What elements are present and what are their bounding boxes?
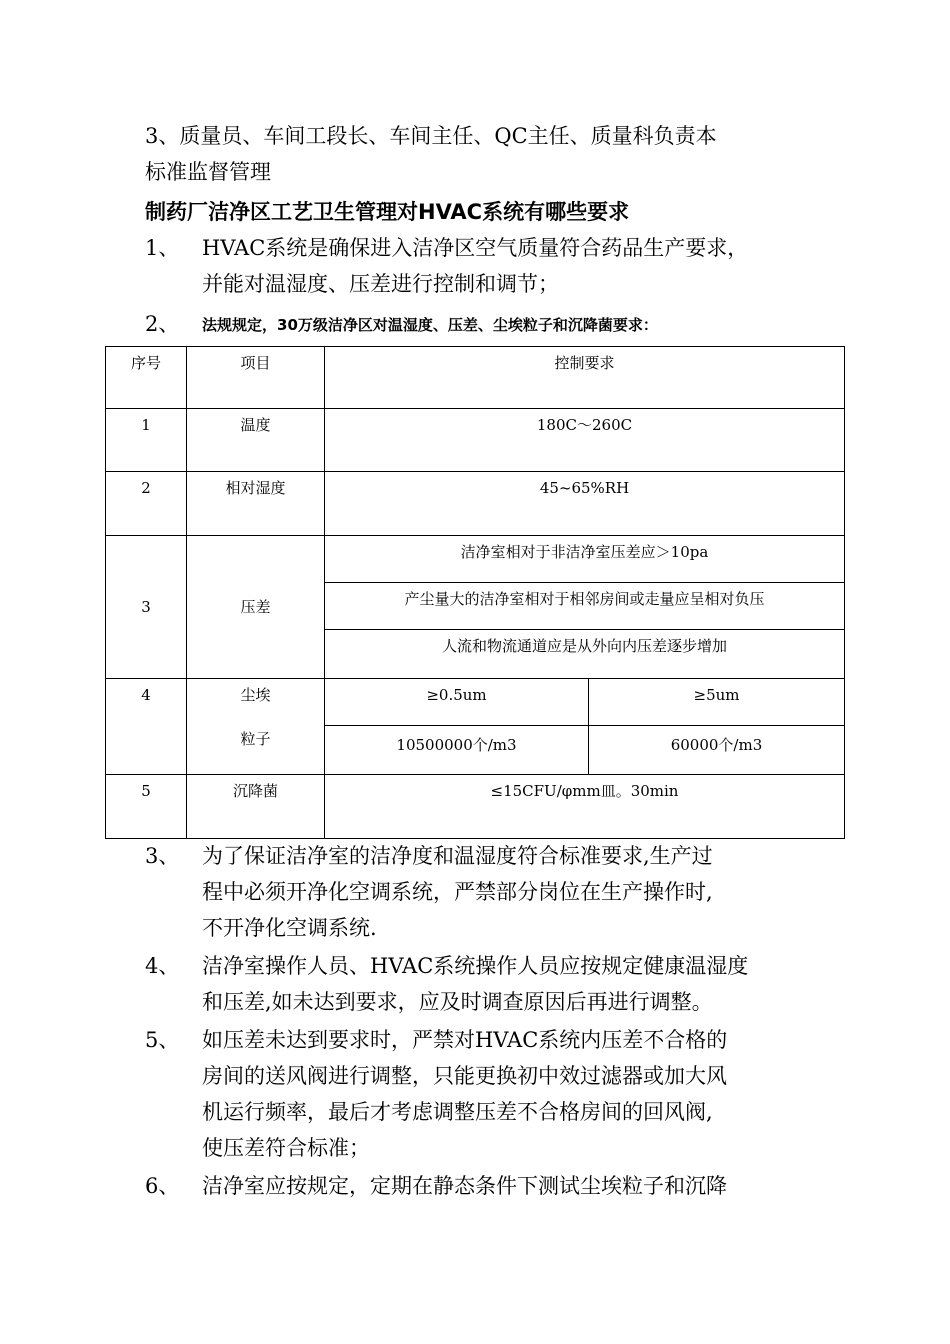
item-3-line-2: 程中必须开净化空调系统，严禁部分岗位在生产操作时, <box>202 880 713 904</box>
item-6-line-1: 洁净室应按规定，定期在静态条件下测试尘埃粒子和沉降 <box>202 1174 727 1198</box>
row-no: 5 <box>106 775 187 839</box>
particle-size-1: ≥0.5um <box>325 679 589 726</box>
particle-limit-2: 60000个/m3 <box>670 736 763 754</box>
row-item <box>187 679 325 775</box>
pressure-req-3: 人流和物流通道应是从外向内压差逐步增加 <box>441 637 727 655</box>
row-requirement-stack <box>325 536 845 679</box>
item-number-6: 6、 <box>145 1174 180 1198</box>
row-no: 4 <box>106 679 187 775</box>
item-1-line-1: HVAC系统是确保进入洁净区空气质量符合药品生产要求， <box>202 236 749 260</box>
row-item: 压差 <box>187 536 325 679</box>
item-number-1: 1、 <box>145 236 180 260</box>
item-5-line-4: 使压差符合标准； <box>202 1136 370 1160</box>
section-heading: 制药厂洁净区工艺卫生管理对HVAC系统有哪些要求 <box>145 200 630 224</box>
table-row <box>106 679 845 775</box>
particle-size-2: ≥5um <box>589 679 844 726</box>
intro-line-2: 标准监督管理 <box>145 160 271 184</box>
row-item: 沉降菌 <box>187 775 325 839</box>
item-4-line-2: 和压差,如未达到要求，应及时调查原因后再进行调整。 <box>202 990 713 1014</box>
item-3-line-1: 为了保证洁净室的洁净度和温湿度符合标准要求,生产过 <box>202 844 713 868</box>
row-no: 1 <box>106 409 187 472</box>
row-requirement: ≤15CFU/φmm皿。30min <box>325 775 845 839</box>
item-number-5: 5、 <box>145 1028 180 1052</box>
header-no: 序号 <box>106 347 187 409</box>
item-number-3: 3、 <box>145 844 180 868</box>
item-5-line-2: 房间的送风阀进行调整，只能更换初中效过滤器或加大风 <box>202 1064 727 1088</box>
row-requirement: 45~65%RH <box>325 472 845 536</box>
item-5-line-1: 如压差未达到要求时，严禁对HVAC系统内压差不合格的 <box>202 1028 728 1052</box>
pressure-req-2: 产尘量大的洁净室相对于相邻房间或走量应呈相对负压 <box>325 583 844 630</box>
item-3-line-3: 不开净化空调系统. <box>202 916 377 940</box>
table-row <box>106 775 845 839</box>
table-row <box>106 472 845 536</box>
row-item-line-1: 尘埃 <box>240 686 271 704</box>
header-requirement: 控制要求 <box>325 347 845 409</box>
item-1-line-2: 并能对温湿度、压差进行控制和调节； <box>202 272 559 296</box>
requirements-table <box>105 346 845 839</box>
item-4-line-1: 洁净室操作人员、HVAC系统操作人员应按规定健康温湿度 <box>202 954 749 978</box>
row-requirement-grid <box>325 679 845 775</box>
item-2-text: 法规规定，30万级洁净区对温湿度、压差、尘埃粒子和沉降菌要求： <box>202 316 658 334</box>
item-number-4: 4、 <box>145 954 180 978</box>
intro-line-1: 3、质量员、车间工段长、车间主任、QC主任、质量科负责本 <box>145 124 717 148</box>
table-row <box>106 536 845 679</box>
table-header-row <box>106 347 845 409</box>
header-item: 项目 <box>187 347 325 409</box>
row-item: 相对湿度 <box>187 472 325 536</box>
item-number-2: 2、 <box>145 312 180 336</box>
row-no: 3 <box>106 536 187 679</box>
pressure-req-1: 洁净室相对于非洁净室压差应＞10pa <box>325 536 844 583</box>
item-5-line-3: 机运行频率，最后才考虑调整压差不合格房间的回风阀, <box>202 1100 713 1124</box>
row-no: 2 <box>106 472 187 536</box>
table-row <box>106 409 845 472</box>
row-requirement: 180C～260C <box>325 409 845 472</box>
row-item: 温度 <box>187 409 325 472</box>
particle-limit-1: 10500000个/m3 <box>325 726 589 774</box>
row-item-line-2: 粒子 <box>240 730 271 748</box>
